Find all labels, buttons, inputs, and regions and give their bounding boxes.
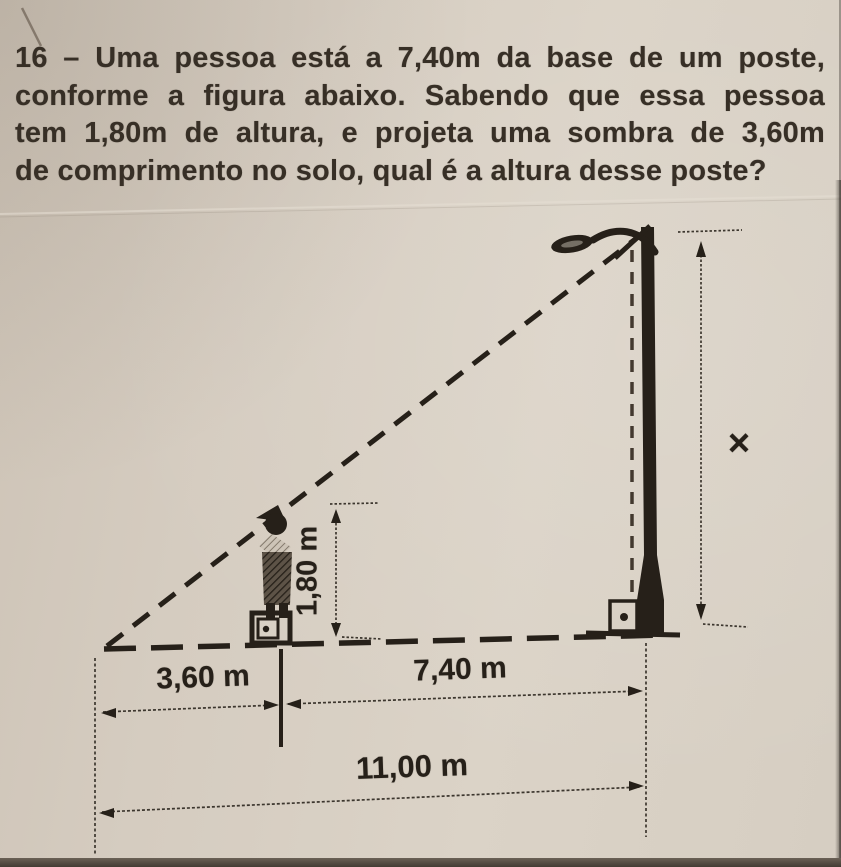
arrow-right-icon <box>264 700 279 710</box>
pole <box>550 226 680 635</box>
pole-base-ground-line <box>586 633 680 635</box>
arrow-down-icon <box>331 623 341 637</box>
arrow-up-icon <box>331 509 341 523</box>
problem-line: tem 1,80m de altura, e projeta uma sombra de 3,60m <box>15 117 825 149</box>
person-height-dimension <box>330 503 382 639</box>
arrow-left-icon <box>101 708 116 718</box>
shadow-ray-line <box>107 237 638 646</box>
total-dimension <box>99 781 644 818</box>
right-angle-dot-person <box>263 626 269 632</box>
paper-crease <box>0 196 841 217</box>
arrow-up-icon <box>696 241 706 257</box>
distance-dimension <box>286 686 643 709</box>
problem-line: 16 – Uma pessoa está a 7,40m da base de um poste, <box>15 42 825 74</box>
arrow-left-icon <box>286 699 301 709</box>
shadow-length-label: 3,60 m <box>155 659 251 696</box>
person-height-label: 1,80 m <box>291 525 324 617</box>
person-head <box>265 513 287 535</box>
distance-to-pole-label: 7,40 m <box>412 651 508 688</box>
total-length-label: 11,00 m <box>355 747 469 786</box>
problem-line: de comprimento no solo, qual é a altura desse poste? <box>15 154 767 187</box>
shadow-dimension <box>101 700 279 718</box>
ground-dashed-line <box>104 635 664 649</box>
arrow-left-icon <box>99 808 114 818</box>
arrow-right-icon <box>629 781 644 791</box>
arrow-right-icon <box>628 686 643 696</box>
right-angle-dot-pole <box>620 613 628 621</box>
pole-shaft <box>637 227 664 633</box>
problem-line: conforme a figura abaixo. Sabendo que essa pessoa <box>15 79 825 112</box>
arrow-down-icon <box>696 604 706 620</box>
pen-mark <box>22 8 41 46</box>
lamp-head-icon <box>550 232 594 256</box>
person <box>252 505 292 643</box>
photo-bottom-edge <box>0 858 841 867</box>
pole-height-unknown-label: × <box>727 422 751 465</box>
person-torso <box>262 552 292 605</box>
